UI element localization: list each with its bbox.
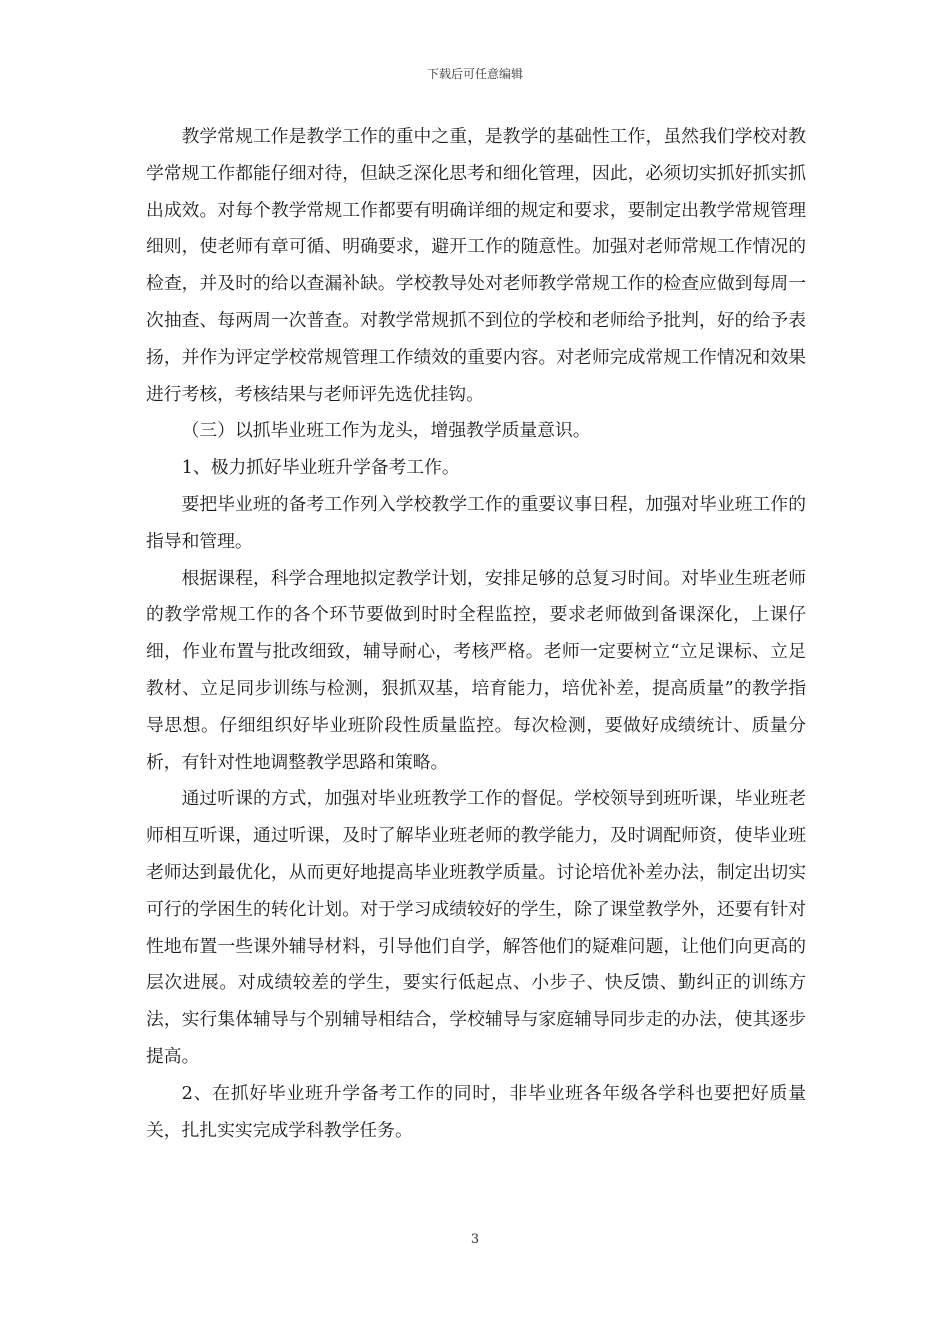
page-header: 下载后可任意编辑 xyxy=(426,67,523,81)
document-body xyxy=(146,119,806,1149)
paragraph-lesson-observation: 通过听课的方式，加强对毕业班教学工作的督促。学校领导到班听课，毕业班老师相互听课，通过听课，及时了解毕业班老师的教学能力，及时调配师资，使毕业班老师达到最优化，从而更好地提高毕业班教学质量。讨论培优补差办法，制定出切实可行的学困生的转化计划。对于学习成绩较好的学生，除了课堂教学外，还要有针对性地布置一些课外辅导材料，引导他们自学，解答他们的疑难问题，让他们向更高的层次进展。对成绩较差的学生，要实行低起点、小步子、快反馈、勤纠正的训练方法，实行集体辅导与个别辅导相结合，学校辅导与家庭辅导同步走的办法，使其逐步提高。 xyxy=(146,788,806,1067)
subheading-non-graduating-classes: 2、在抓好毕业班升学备考工作的同时，非毕业班各年级各学科也要把好质量关，扎扎实实完成学科教学任务。 xyxy=(146,1082,806,1141)
page-number: 3 xyxy=(470,1232,480,1247)
section-heading-graduating-class: （三）以抓毕业班工作为龙头，增强教学质量意识。 xyxy=(181,420,591,442)
paragraph-teaching-plan: 根据课程，科学合理地拟定教学计划，安排足够的总复习时间。对毕业生班老师的教学常规工作的各个环节要做到时时全程监控，要求老师做到备课深化，上课仔细，作业布置与批改细致，辅导耐心，考核严格。老师一定要树立“立足课标、立足教材、立足同步训练与检测，狠抓双基，培育能力，培优补差，提高质量”的教学指导思想。仔细组织好毕业班阶段性质量监控。每次检测，要做好成绩统计、质量分析，有针对性地调整教学思路和策略。 xyxy=(146,567,806,773)
subheading-exam-preparation: 1、极力抓好毕业班升学备考工作。 xyxy=(181,457,460,479)
paragraph-teaching-routine: 教学常规工作是教学工作的重中之重，是教学的基础性工作，虽然我们学校对教学常规工作都能仔细对待，但缺乏深化思考和细化管理，因此，必须切实抓好抓实抓出成效。对每个教学常规工作都要有明确详细的规定和要求，要制定出教学常规管理细则，使老师有章可循、明确要求，避开工作的随意性。加强对老师常规工作情况的检查，并及时的给以查漏补缺。学校教导处对老师教学常规工作的检查应做到每周一次抽查、每两周一次普查。对教学常规抓不到位的学校和老师给予批判，好的给予表扬，并作为评定学校常规管理工作绩效的重要内容。对老师完成常规工作情况和效果进行考核，考核结果与老师评先选优挂钩。 xyxy=(146,126,806,405)
paragraph-agenda: 要把毕业班的备考工作列入学校教学工作的重要议事日程，加强对毕业班工作的指导和管理。 xyxy=(146,493,806,552)
